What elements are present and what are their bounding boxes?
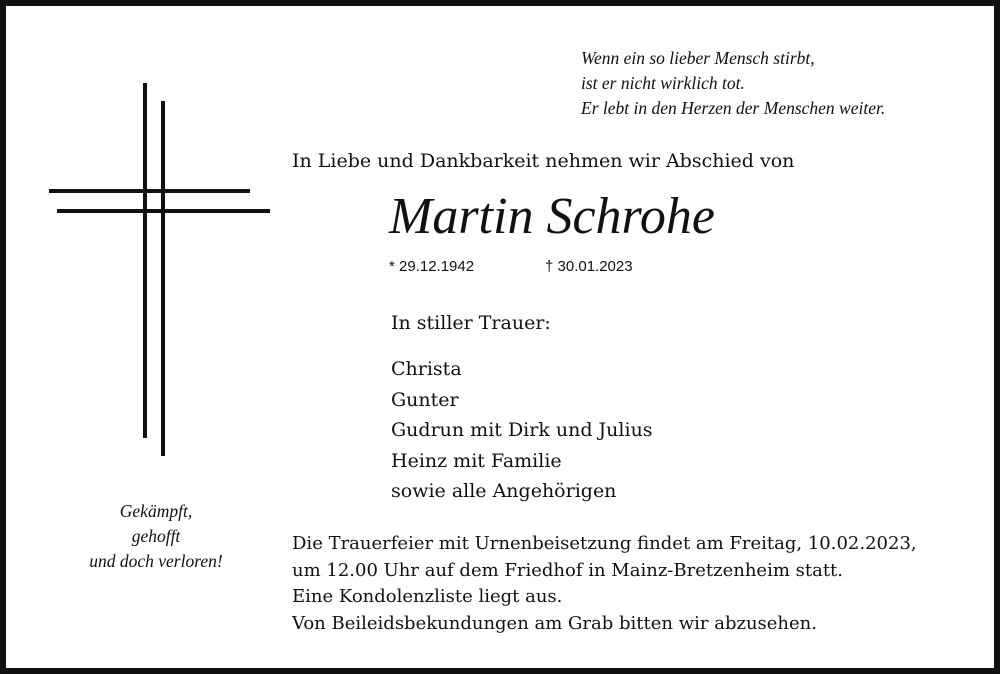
notice-line: Die Trauerfeier mit Urnenbeisetzung findet am Freitag, 10.02.2023,	[292, 533, 917, 554]
deceased-name: Martin Schrohe	[389, 188, 715, 245]
family-member: Christa	[391, 358, 462, 380]
motto-line: und doch verloren!	[89, 551, 223, 571]
mourning-label: In stiller Trauer:	[391, 312, 551, 334]
notice-line: Eine Kondolenzliste liegt aus.	[292, 586, 563, 607]
motto-line: gehofft	[131, 526, 181, 546]
motto	[66, 499, 246, 574]
funeral-notice	[292, 531, 917, 637]
birth-date: * 29.12.1942	[389, 258, 475, 275]
motto-line: Gekämpft,	[119, 501, 193, 521]
quote-line: Er lebt in den Herzen der Menschen weiter.	[581, 98, 886, 118]
family-member: sowie alle Angehörigen	[391, 480, 617, 502]
family-member: Gudrun mit Dirk und Julius	[391, 419, 653, 441]
family-member: Heinz mit Familie	[391, 449, 562, 472]
notice-line: Von Beileidsbekundungen am Grab bitten wir abzusehen.	[292, 612, 817, 634]
intro-text: In Liebe und Dankbarkeit nehmen wir Abschied von	[292, 150, 795, 172]
notice-line: um 12.00 Uhr auf dem Friedhof in Mainz-Bretzenheim statt.	[292, 559, 844, 581]
family-list	[391, 354, 653, 507]
quote-line: Wenn ein so lieber Mensch stirbt,	[581, 48, 815, 68]
double-cross-icon	[6, 6, 306, 476]
quote-line: ist er nicht wirklich tot.	[581, 73, 745, 93]
family-member: Gunter	[391, 388, 459, 411]
quote	[581, 46, 885, 121]
death-date: † 30.01.2023	[545, 258, 633, 275]
